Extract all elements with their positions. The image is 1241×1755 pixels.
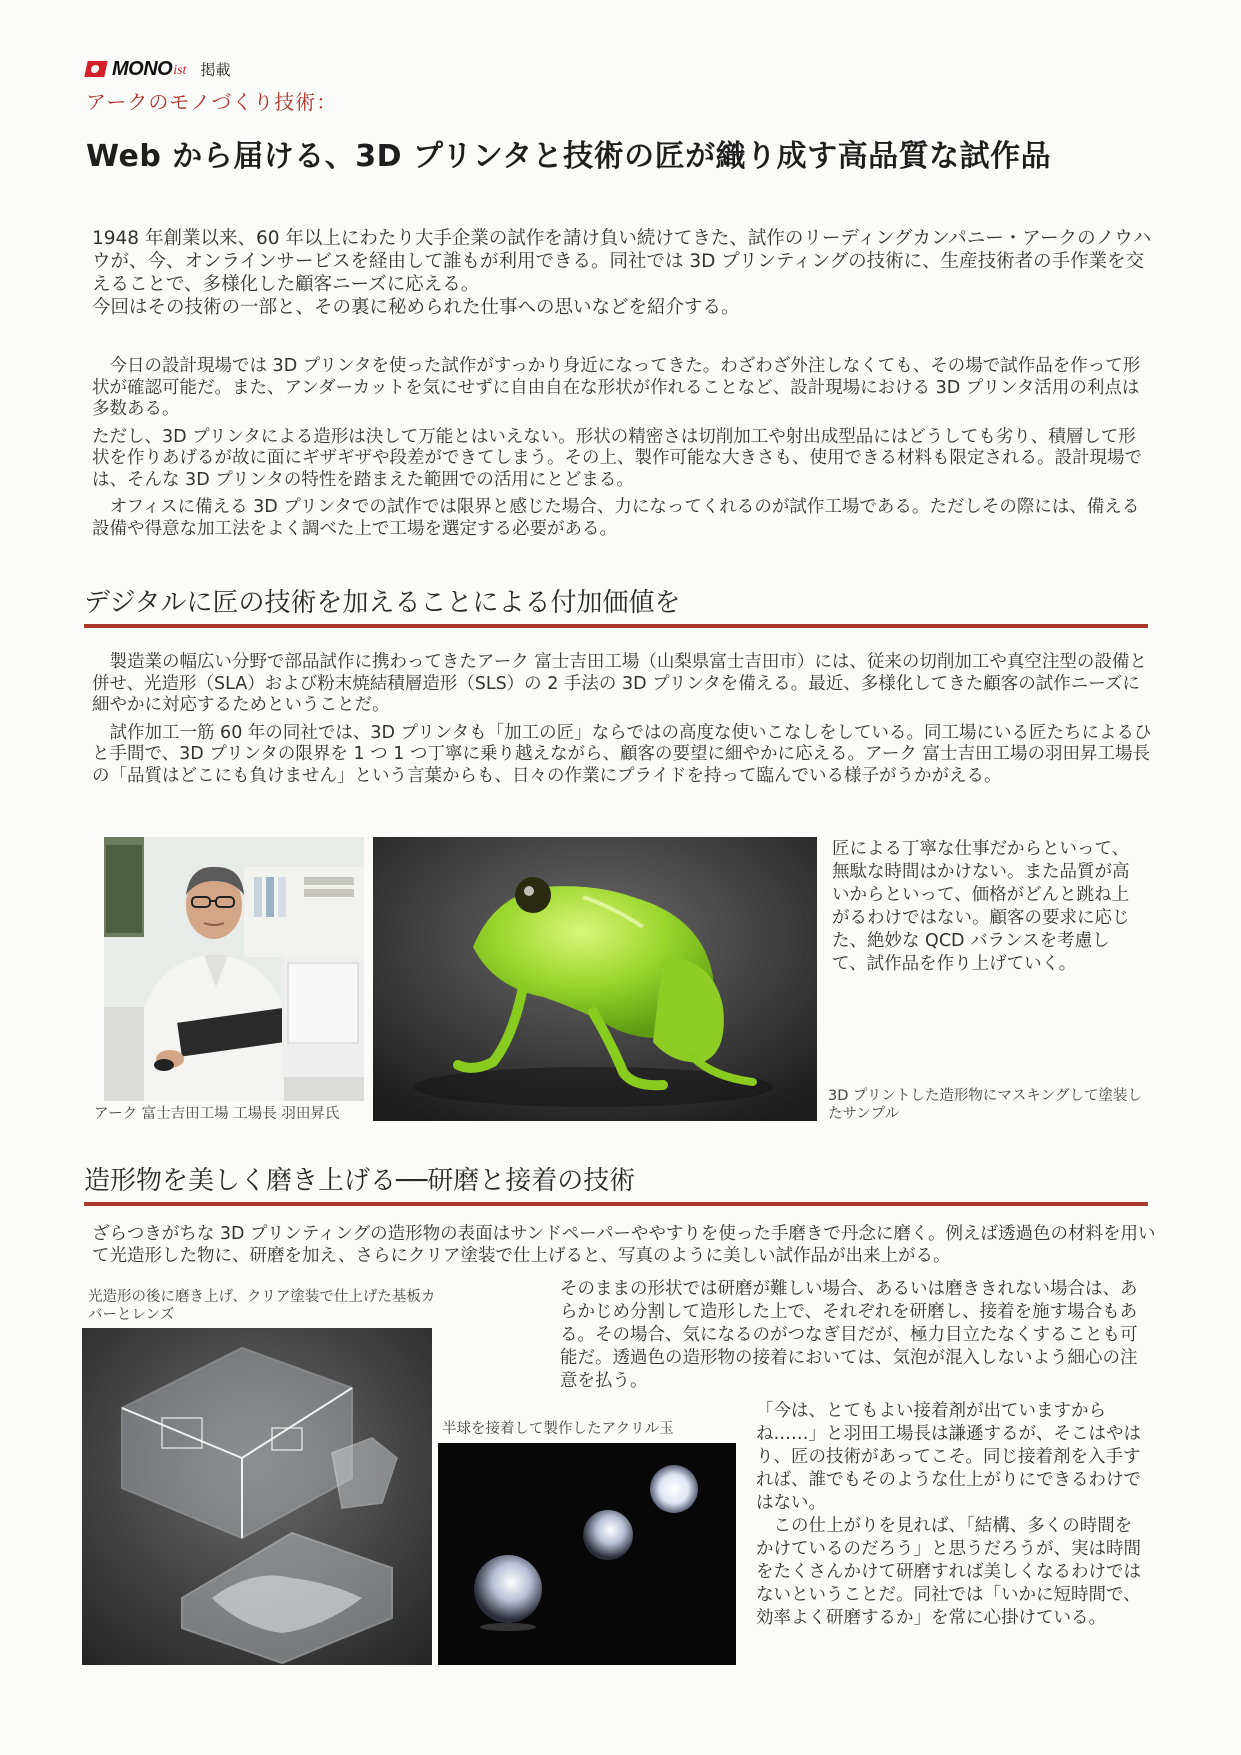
lead-text: 今回はその技術の一部と、その裏に秘められた仕事への思いなどを紹介する。 [92,297,740,318]
section2-right-text: そのままの形状では研磨が難しい場合、あるいは磨ききれない場合は、あらかじめ分割して造形した上で、それぞれを研磨し、接着を施す場合もある。その場合、気になるのがつなぎ目だが、極力目立たなくすることも可能だ。透過色の造形物の接着においては、気泡が混入しないよう細心の注意を払う。 [560,1279,1138,1391]
frog-caption: 3D プリントした造形物にマスキングして塗装したサンプル [828,1088,1142,1122]
body-paragraph: 試作加工一筋 60 年の同社では、3D プリンタも「加工の匠」ならではの高度な使いこなしをしている。同工場にいる匠たちによるひと手間で、3D プリンタの限界を 1 つ 1 つ丁寧に乗り越えながら、顧客の要望に細やかに応える。アーク 富士吉田工場の羽田昇工場長の「品質はどこにも負けません」という言葉からも、日々の作業にプライドを持って臨んでいる様子がうかがえる。 [92,722,1152,786]
logo-suffix: ist [173,63,187,78]
section1-side-text: 匠による丁寧な仕事だからといって、無駄な時間はかけない。また品質が高いからといって、価格がどんと跳ね上がるわけではない。顧客の要求に応じた、絶妙な QCD バランスを考慮して、試作品を作り上げていく。 [832,839,1130,974]
section2-right-text-2 [756,1400,1142,1630]
parts-caption: 光造形の後に磨き上げ、クリア塗装で仕上げた基板カバーとレンズ [88,1289,436,1323]
logo-tag: 掲載 [200,60,231,79]
body-paragraph: オフィスに備える 3D プリンタでの試作では限界と感じた場合、力になってくれるのが試作工場である。ただしその際には、備える設備や得意な加工法をよく調べた上で工場を選定する必要がある。 [92,497,1140,539]
lead-paragraph [92,227,1152,319]
series-label: アークのモノづくり技術： [86,90,338,114]
frog-sample-photo [373,837,817,1121]
person-caption: アーク 富士吉田工場 工場長 羽田昇氏 [94,1106,340,1122]
body-paragraph: 今日の設計現場では 3D プリンタを使った試作がすっかり身近になってきた。わざわざ外注しなくても、その場で試作品を作って形状が確認可能だ。また、アンダーカットを気にせずに自由自在な形状が作れることなど、設計現場における 3D プリンタ活用の利点は多数ある。 [92,356,1141,419]
article-title: Web から届ける、3D プリンタと技術の匠が織り成す高品質な試作品 [86,139,1052,174]
acrylic-balls-photo [438,1443,736,1665]
section-rule [84,1202,1148,1206]
lead-text: 1948 年創業以来、60 年以上にわたり大手企業の試作を請け負い続けてきた、試作のリーディングカンパニー・アークのノウハウが、今、オンラインサービスを経由して誰もが利用できる。同社では 3D プリンティングの技術に、生産技術者の手作業を交えることで、多様化した顧客ニーズに応える。 [92,228,1152,295]
section1-body [92,652,1152,793]
body-paragraph: 「今は、とてもよい接着剤が出ていますからね……」と羽田工場長は謙遜するが、そこはやはり、匠の技術があってこそ。同じ接着剤を入手すれば、誰でもそのような仕上がりにできるわけではない。 [756,1401,1141,1513]
section-heading: デジタルに匠の技術を加えることによる付加価値を [84,588,681,618]
clear-parts-photo [82,1328,432,1665]
body-paragraph: 製造業の幅広い分野で部品試作に携わってきたアーク 富士吉田工場（山梨県富士吉田市）には、従来の切削加工や真空注型の設備と併せ、光造形（SLA）および粉末焼結積層造形（SLS）の 2 手法の 3D プリンタを備える。最近、多様化してきた顧客の試作ニーズに細やかに対応するためということだ。 [92,652,1147,715]
logo-mark-icon [84,61,107,77]
section-rule [84,624,1148,628]
section-heading: 造形物を美しく磨き上げる──研磨と接着の技術 [84,1166,636,1196]
section2-intro: ざらつきがちな 3D プリンティングの造形物の表面はサンドペーパーややすりを使った手磨きで丹念に磨く。例えば透過色の材料を用いて光造形した物に、研磨を加え、さらにクリア塗装で仕上げると、写真のように美しい試作品が出来上がる。 [92,1224,1156,1266]
intro-body [92,356,1152,546]
monoist-logo [86,58,230,80]
balls-caption: 半球を接着して製作したアクリル玉 [442,1421,674,1437]
factory-manager-photo [104,837,364,1101]
body-paragraph: この仕上がりを見れば、「結構、多くの時間をかけているのだろう」と思うだろうが、実は時間をたくさんかけて研磨すれば美しくなるわけではないということだ。同社では「いかに短時間で、効率よく研磨するか」を常に心掛けている。 [756,1516,1141,1628]
body-paragraph: ただし、3D プリンタによる造形は決して万能とはいえない。形状の精密さは切削加工や射出成型品にはどうしても劣り、積層して形状を作りあげるが故に面にギザギザや段差ができてしまう。その上、製作可能な大きさも、使用できる材料も限定される。設計現場では、そんな 3D プリンタの特性を踏まえた範囲での活用にとどまる。 [92,426,1142,490]
logo-text: MONO [112,57,173,80]
